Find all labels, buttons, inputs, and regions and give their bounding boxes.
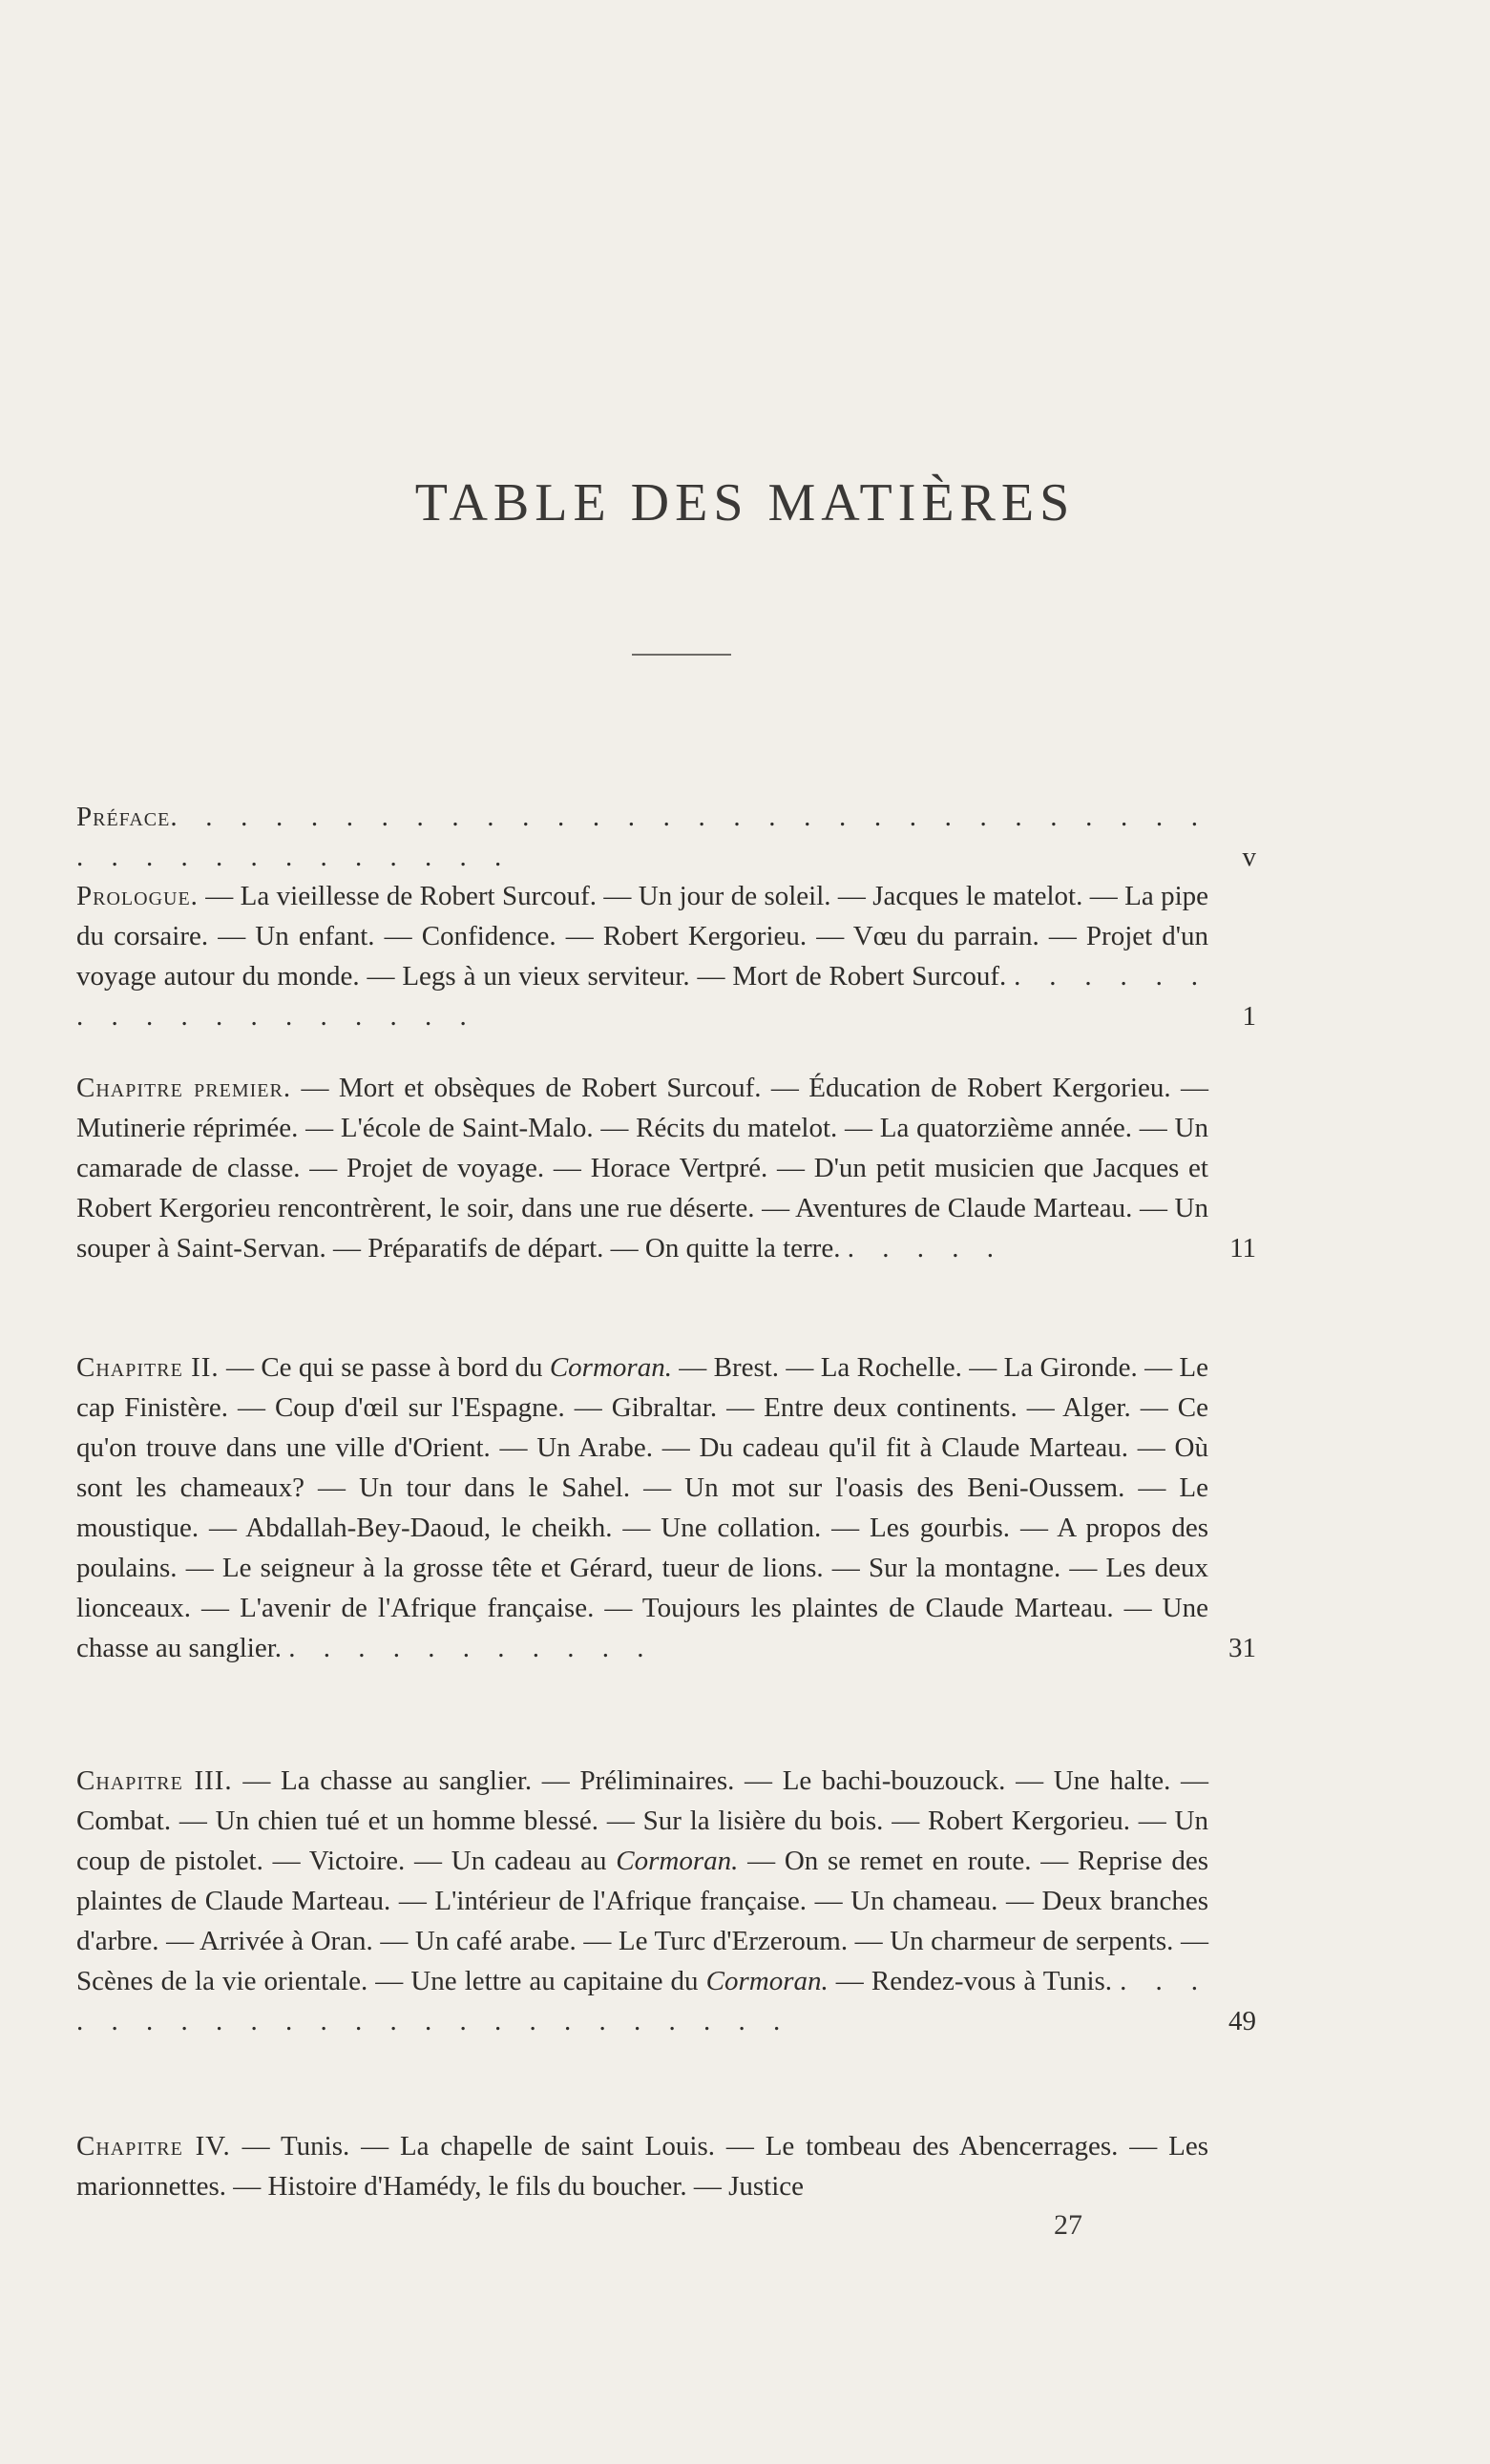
page-number: 31 bbox=[1218, 1628, 1256, 1668]
ship-name: Cormoran. bbox=[549, 1352, 672, 1383]
toc-entry-label: Prologue. bbox=[76, 881, 199, 911]
toc-entry-text bbox=[76, 2126, 1256, 2206]
leader-dots: . . . . . . . . . . . . . . . . . . bbox=[76, 961, 1209, 1032]
catchword: 27 bbox=[1054, 2209, 1082, 2241]
page-number: v bbox=[1218, 837, 1256, 877]
ship-name: Cormoran. bbox=[705, 1966, 829, 1996]
toc-entry-summary-start: — Ce qui se passe à bord du bbox=[219, 1352, 550, 1383]
toc-entry-summary: — Brest. — La Rochelle. — La Gironde. — Le cap Finistère. — Coup d'œil sur l'Espagne. — Gibraltar. — Entre deux continents. — Alger. — Ce qu'on trouve dans une ville d'Orient. — Un Arabe. — Du cadeau qu'il fit à Claude Marteau. — Où sont les chameaux? — Un tour dans le Sahel. — Un mot sur l'oasis des Beni-Oussem. — Le moustique. — Abdallah-Bey-Daoud, le cheikh. — Une collation. — Les gourbis. — A propos des poulains. — Le seigneur à la grosse tête et Gérard, tueur de lions. — Sur la montagne. — Les deux lionceaux. — L'avenir de l'Afrique française. — Toujours les plaintes de Claude Marteau. — Une chasse au sanglier. bbox=[76, 1352, 1208, 1663]
toc-entry-label: Chapitre II. bbox=[76, 1352, 220, 1383]
leader-dots: . . . . . bbox=[847, 1233, 1004, 1263]
title-divider bbox=[632, 654, 731, 656]
page-number: 11 bbox=[1218, 1228, 1256, 1268]
toc-entry-text bbox=[76, 797, 1256, 877]
page-number: 49 bbox=[1218, 2001, 1256, 2041]
toc-entry-label: Chapitre premier. bbox=[76, 1073, 292, 1103]
toc-entry-label: Chapitre III. bbox=[76, 1765, 233, 1796]
page-title: TABLE DES MATIÈRES bbox=[414, 473, 1076, 532]
toc-entry-chapitre-premier bbox=[76, 1068, 1256, 1268]
toc-entry-summary-start: — La chasse au sanglier. — Préliminaires. — Le bachi-bouzouck. — Une halte. — Combat. — Un chien tué et un homme blessé. — Sur la lisière du bois. — Robert Kergorieu. — Un coup de pistolet. — Victoire. — Un cadeau au bbox=[76, 1765, 1208, 1876]
leader-dots: . . . . . . . . . . . . . . . . . . . . . . . . bbox=[76, 1966, 1209, 2036]
toc-entry-label: Chapitre IV. bbox=[76, 2131, 231, 2161]
leader-dots: . . . . . . . . . . . bbox=[288, 1633, 655, 1663]
toc-entry-preface bbox=[76, 797, 1256, 877]
toc-entry-summary: — Tunis. — La chapelle de saint Louis. — Le tombeau des Abencerrages. — Les marionnettes. — Histoire d'Hamédy, le fils du boucher. — Justice bbox=[76, 2131, 1208, 2202]
leader-dots: . . . . . . . . . . . . . . . . . . . . . . . . . . . . . . . . . . . . . . . . . . . bbox=[76, 802, 1208, 872]
toc-entry-summary: — Mort et obsèques de Robert Surcouf. — Éducation de Robert Kergorieu. — Mutinerie réprimée. — L'école de Saint-Malo. — Récits du matelot. — La quatorzième année. — Un camarade de classe. — Projet de voyage. — Horace Vertpré. — D'un petit musicien que Jacques et Robert Kergorieu rencontrèrent, le soir, dans une rue déserte. — Aventures de Claude Marteau. — Un souper à Saint-Servan. — Préparatifs de départ. — On quitte la terre. bbox=[76, 1073, 1209, 1263]
toc-entry-summary-end: — Rendez-vous à Tunis. bbox=[828, 1966, 1113, 1996]
toc-entry-label: Préface bbox=[76, 802, 171, 832]
toc-entry-summary: — On se remet en route. — Reprise des plaintes de Claude Marteau. — L'intérieur de l'Afrique française. — Un chameau. — Deux branches d'arbre. — Arrivée à Oran. — Un café arabe. — Le Turc d'Erzeroum. — Un charmeur de serpents. — Scènes de la vie orientale. — Une lettre au capitaine du bbox=[76, 1846, 1208, 1996]
toc-entry-chapitre-3 bbox=[76, 1761, 1256, 2041]
toc-entry-prologue bbox=[76, 876, 1256, 1036]
toc-entry-text bbox=[76, 1761, 1256, 2041]
toc-entry-chapitre-4 bbox=[76, 2126, 1256, 2206]
toc-entry-text bbox=[76, 1068, 1256, 1268]
toc-entry-text bbox=[76, 876, 1256, 1036]
toc-entry-text bbox=[76, 1347, 1256, 1668]
ship-name: Cormoran. bbox=[616, 1846, 739, 1876]
toc-entry-summary: — La vieillesse de Robert Surcouf. — Un jour de soleil. — Jacques le matelot. — La pipe du corsaire. — Un enfant. — Confidence. — Robert Kergorieu. — Vœu du parrain. — Projet d'un voyage autour du monde. — Legs à un vieux serviteur. — Mort de Robert Surcouf. bbox=[76, 881, 1208, 992]
toc-entry-chapitre-2 bbox=[76, 1347, 1256, 1668]
page-number: 1 bbox=[1218, 996, 1256, 1036]
